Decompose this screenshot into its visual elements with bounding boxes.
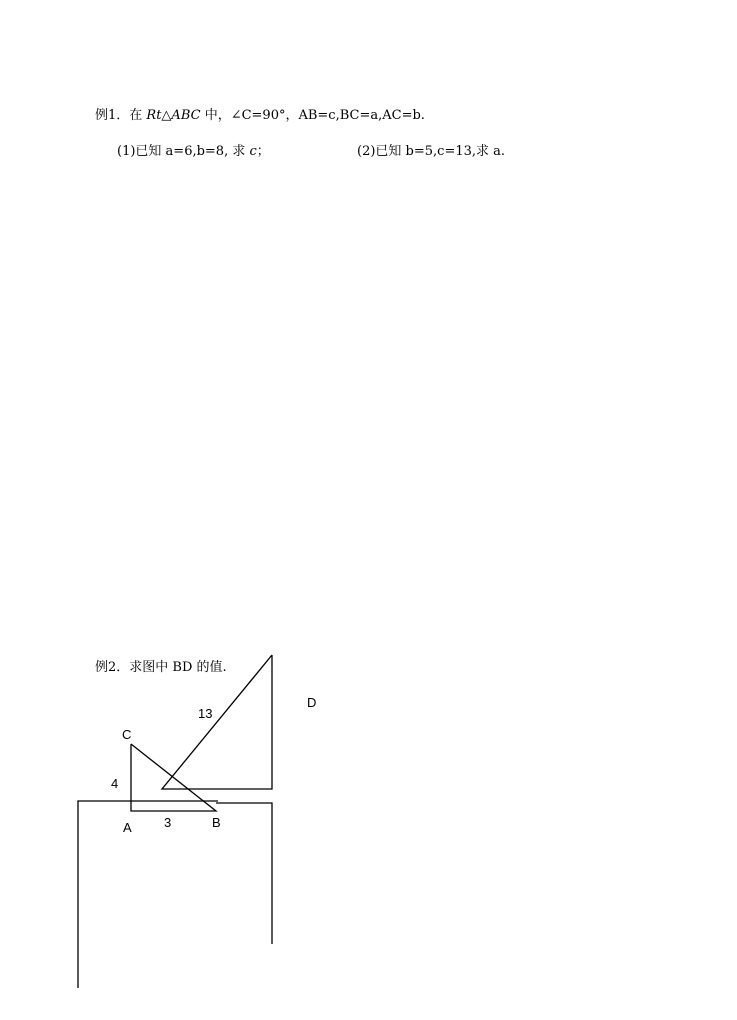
question-1-suffix: ； — [256, 144, 270, 159]
label-side-13: 13 — [198, 706, 213, 721]
example-1-suffix: 中，∠C=90°，AB=c,BC=a,AC=b. — [204, 108, 425, 123]
example-1-triangle: Rt△ABC — [146, 108, 201, 123]
label-c: C — [122, 727, 132, 742]
label-a: A — [123, 820, 132, 835]
label-d: D — [307, 695, 317, 710]
label-side-4: 4 — [111, 776, 119, 791]
triangle-large — [162, 655, 272, 789]
example-1-prefix: 例1．在 — [95, 108, 143, 123]
question-1-variable: c — [249, 144, 257, 159]
frame-right — [216, 803, 272, 944]
question-1-prefix: (1)已知 a=6,b=8, 求 — [117, 144, 250, 159]
example-2-statement: 例2．求图中 BD 的值. — [95, 660, 227, 675]
label-side-3: 3 — [164, 815, 172, 830]
label-b: B — [212, 815, 221, 830]
question-2: (2)已知 b=5,c=13,求 a. — [357, 144, 506, 159]
